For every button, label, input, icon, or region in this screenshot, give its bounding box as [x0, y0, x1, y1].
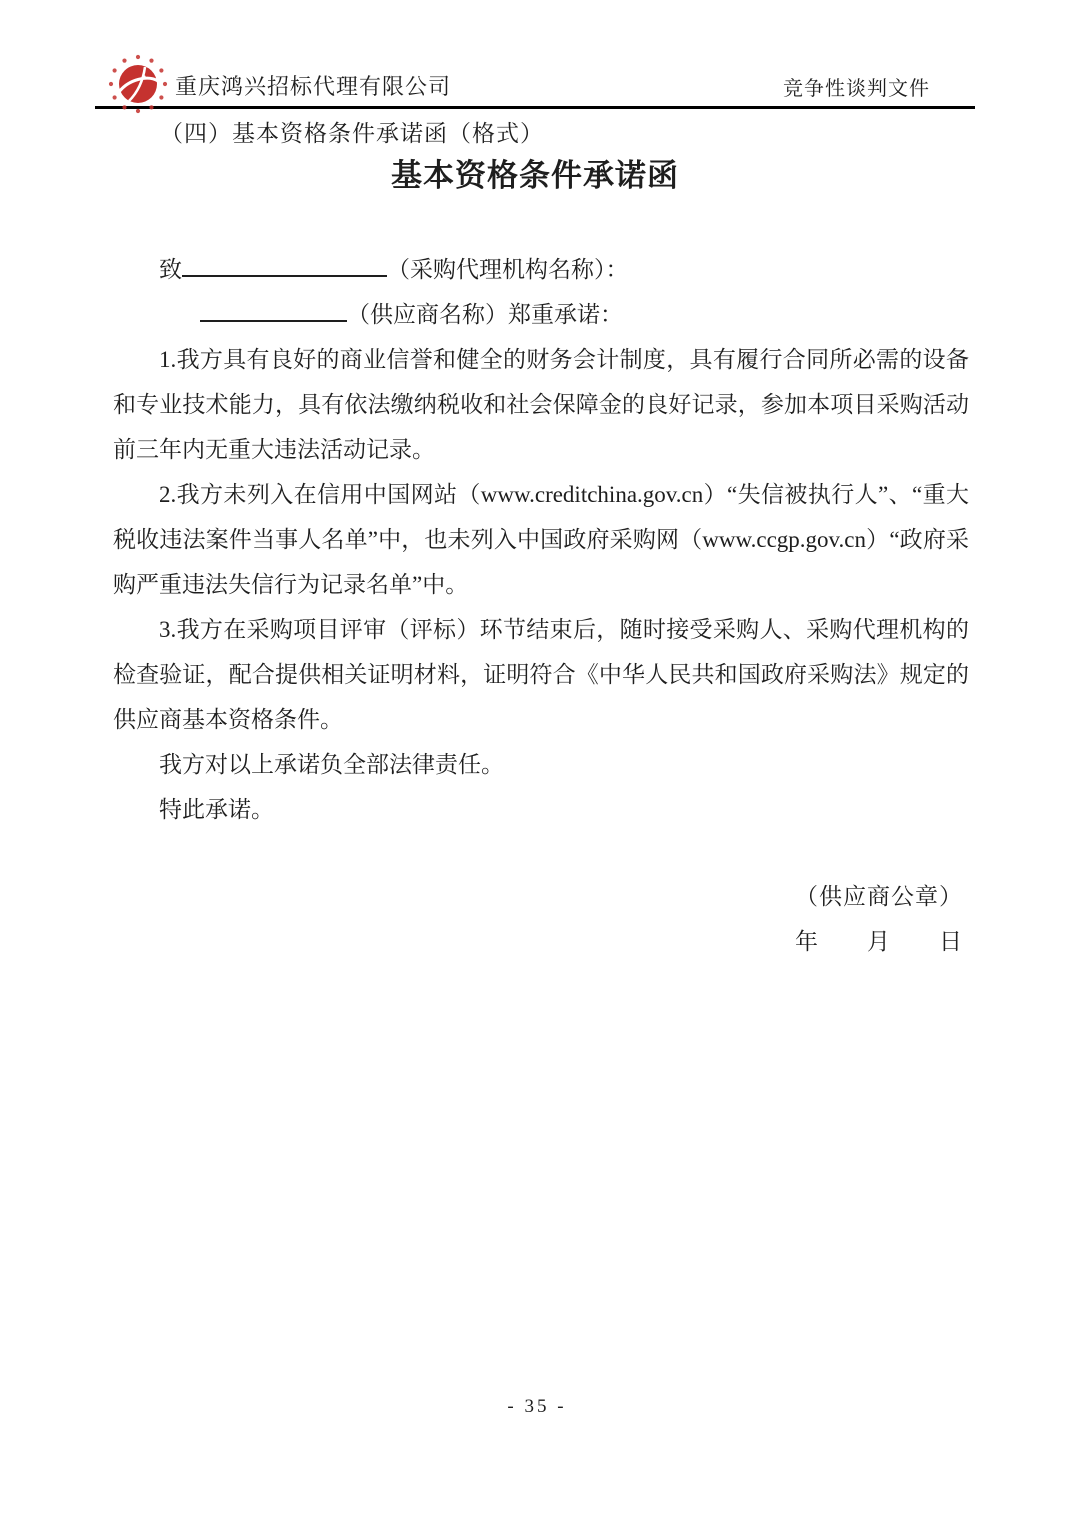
supplier-suffix: （供应商名称）郑重承诺：	[347, 302, 623, 327]
page-number: - 35 -	[507, 1396, 567, 1417]
document-type-label: 竞争性谈判文件	[783, 78, 930, 100]
company-name: 重庆鸿兴招标代理有限公司	[175, 74, 452, 99]
letter-body	[113, 247, 969, 964]
signature-block	[113, 874, 969, 964]
document-title: 基本资格条件承诺函	[391, 158, 679, 193]
to-label: 致	[159, 257, 182, 282]
paragraph-1: 1.我方具有良好的商业信誉和健全的财务会计制度，具有履行合同所必需的设备和专业技术能力，具有依法缴纳税收和社会保障金的良好记录，参加本项目采购活动前三年内无重大违法活动记录。	[113, 347, 969, 462]
paragraph-2: 2.我方未列入在信用中国网站（www.creditchina.gov.cn）“失信被执行人”、“重大税收违法案件当事人名单”中，也未列入中国政府采购网（www.ccgp.gov.cn）“政府采购严重违法失信行为记录名单”中。	[113, 482, 969, 597]
company-logo	[108, 54, 168, 114]
agency-suffix: （采购代理机构名称）：	[387, 257, 629, 282]
closing-line-1: 我方对以上承诺负全部法律责任。	[159, 752, 504, 777]
company-emblem-icon	[108, 54, 168, 114]
supplier-name-blank	[200, 319, 347, 322]
supplier-line	[113, 292, 969, 337]
seal-line: （供应商公章）	[795, 884, 963, 909]
page-footer	[0, 1396, 1074, 1418]
paragraph-3: 3.我方在采购项目评审（评标）环节结束后，随时接受采购人、采购代理机构的检查验证，配合提供相关证明材料，证明符合《中华人民共和国政府采购法》规定的供应商基本资格条件。	[113, 617, 969, 732]
date-line: 年 月 日	[795, 929, 963, 954]
salutation-line	[113, 247, 969, 292]
section-heading: （四）基本资格条件承诺函（格式）	[160, 121, 544, 146]
page-header	[95, 0, 975, 109]
closing-line-2: 特此承诺。	[159, 797, 274, 822]
agency-name-blank	[182, 274, 387, 277]
